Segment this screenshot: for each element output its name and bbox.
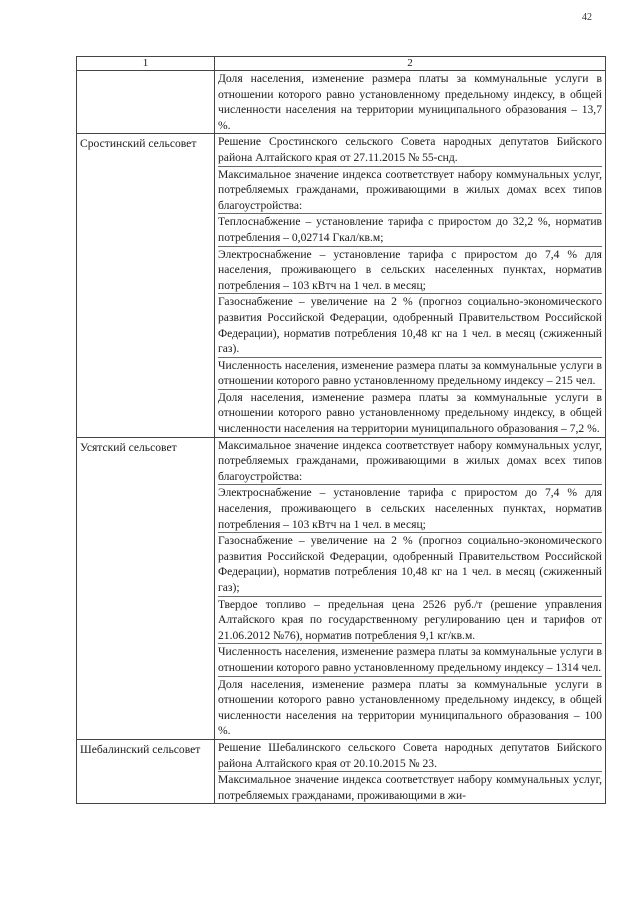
municipality-name: Сростинский сельсовет: [80, 137, 197, 151]
details-cell: [215, 437, 606, 739]
paragraph: Газоснабжение – увеличение на 2 % (прогноз социально-экономического развития Российской Федерации, одобренный Правительством Российской Федерации), норматив потребления 10,48 кг на 1 чел. в месяц (сжиженный газ).: [218, 295, 602, 356]
paragraph: Электроснабжение – установление тарифа с приростом до 7,4 % для населения, проживающего в сельских населенных пунктах, норматив потребления – 103 кВтч на 1 чел. в месяц;: [218, 247, 602, 292]
paragraph: Решение Сростинского сельского Совета народных депутатов Бийского района Алтайского края от 27.11.2015 № 55-снд.: [218, 135, 602, 164]
paragraph: Твердое топливо – предельная цена 2526 руб./т (решение управления Алтайского края по государственному регулированию цен и тарифов от 21.06.2012 №76), норматив потребления 9,1 кг/кв.м.: [218, 597, 602, 642]
municipality-cell: [77, 437, 215, 739]
column-header-1: 1: [77, 57, 215, 71]
paragraph: Численность населения, изменение размера платы за коммунальные услуги в отношении которого равно установленному предельному индексу – 215 чел.: [218, 358, 602, 388]
table-row-usyatsky: [77, 437, 606, 739]
details-cell: [215, 134, 606, 437]
details-cell: [215, 739, 606, 803]
column-header-2: 2: [215, 57, 606, 71]
paragraph: Электроснабжение – установление тарифа с приростом до 7,4 % для населения, проживающего в сельских населенных пунктах, норматив потребления – 103 кВтч на 1 чел. в месяц;: [218, 486, 602, 531]
paragraph: Газоснабжение – увеличение на 2 % (прогноз социально-экономического развития Российской Федерации, одобренный Правительством Российской Федерации), норматив потребления 10,48 кг на 1 чел. в месяц (сжиженный газ);: [218, 534, 602, 594]
paragraph: Теплоснабжение – установление тарифа с приростом до 32,2 %, норматив потребления – 0,02714 Гкал/кв.м;: [218, 215, 602, 244]
paragraph: Численность населения, изменение размера платы за коммунальные услуги в отношении которого равно установленному предельному индексу – 1314 чел.: [218, 645, 602, 674]
paragraph: Решение Шебалинского сельского Совета народных депутатов Бийского района Алтайского края от 20.10.2015 № 23.: [218, 740, 602, 770]
paragraph: Максимальное значение индекса соответствует набору коммунальных услуг, потребляемых гражданами, проживающими в жилых домах всех типов благоустройства:: [218, 167, 602, 212]
paragraph: Максимальное значение индекса соответствует набору коммунальных услуг, потребляемых гражданами, проживающими в жи-: [218, 773, 602, 802]
municipality-cell: [77, 739, 215, 803]
municipality-name: Шебалинский сельсовет: [80, 742, 201, 756]
page-number: 42: [582, 12, 592, 23]
paragraph: Доля населения, изменение размера платы за коммунальные услуги в отношении которого равно установленному предельному индексу, в общей численности населения на территории муниципального образования – 100 %.: [218, 677, 602, 738]
table-row-continuation: [77, 71, 606, 134]
paragraph: Максимальное значение индекса соответствует набору коммунальных услуг, потребляемых гражданами, проживающими в жилых домах всех типов благоустройства:: [218, 438, 602, 483]
paragraph: Доля населения, изменение размера платы за коммунальные услуги в отношении которого равно установленному предельному индексу, в общей численности населения на территории муниципального образования – 13,7 %.: [218, 72, 602, 132]
municipality-cell: [77, 134, 215, 437]
municipality-name: Усятский сельсовет: [80, 440, 177, 454]
paragraph: Доля населения, изменение размера платы за коммунальные услуги в отношении которого равно установленному предельному индексу, в общей численности населения на территории муниципального образования – 7,2 %.: [218, 390, 602, 436]
municipality-cell-empty: [77, 71, 215, 134]
municipal-index-table: [76, 56, 606, 804]
table-row-srostinsky: [77, 134, 606, 437]
table-header-row: [77, 57, 606, 71]
table-row-shebalinsky: [77, 739, 606, 803]
details-cell: [215, 71, 606, 134]
